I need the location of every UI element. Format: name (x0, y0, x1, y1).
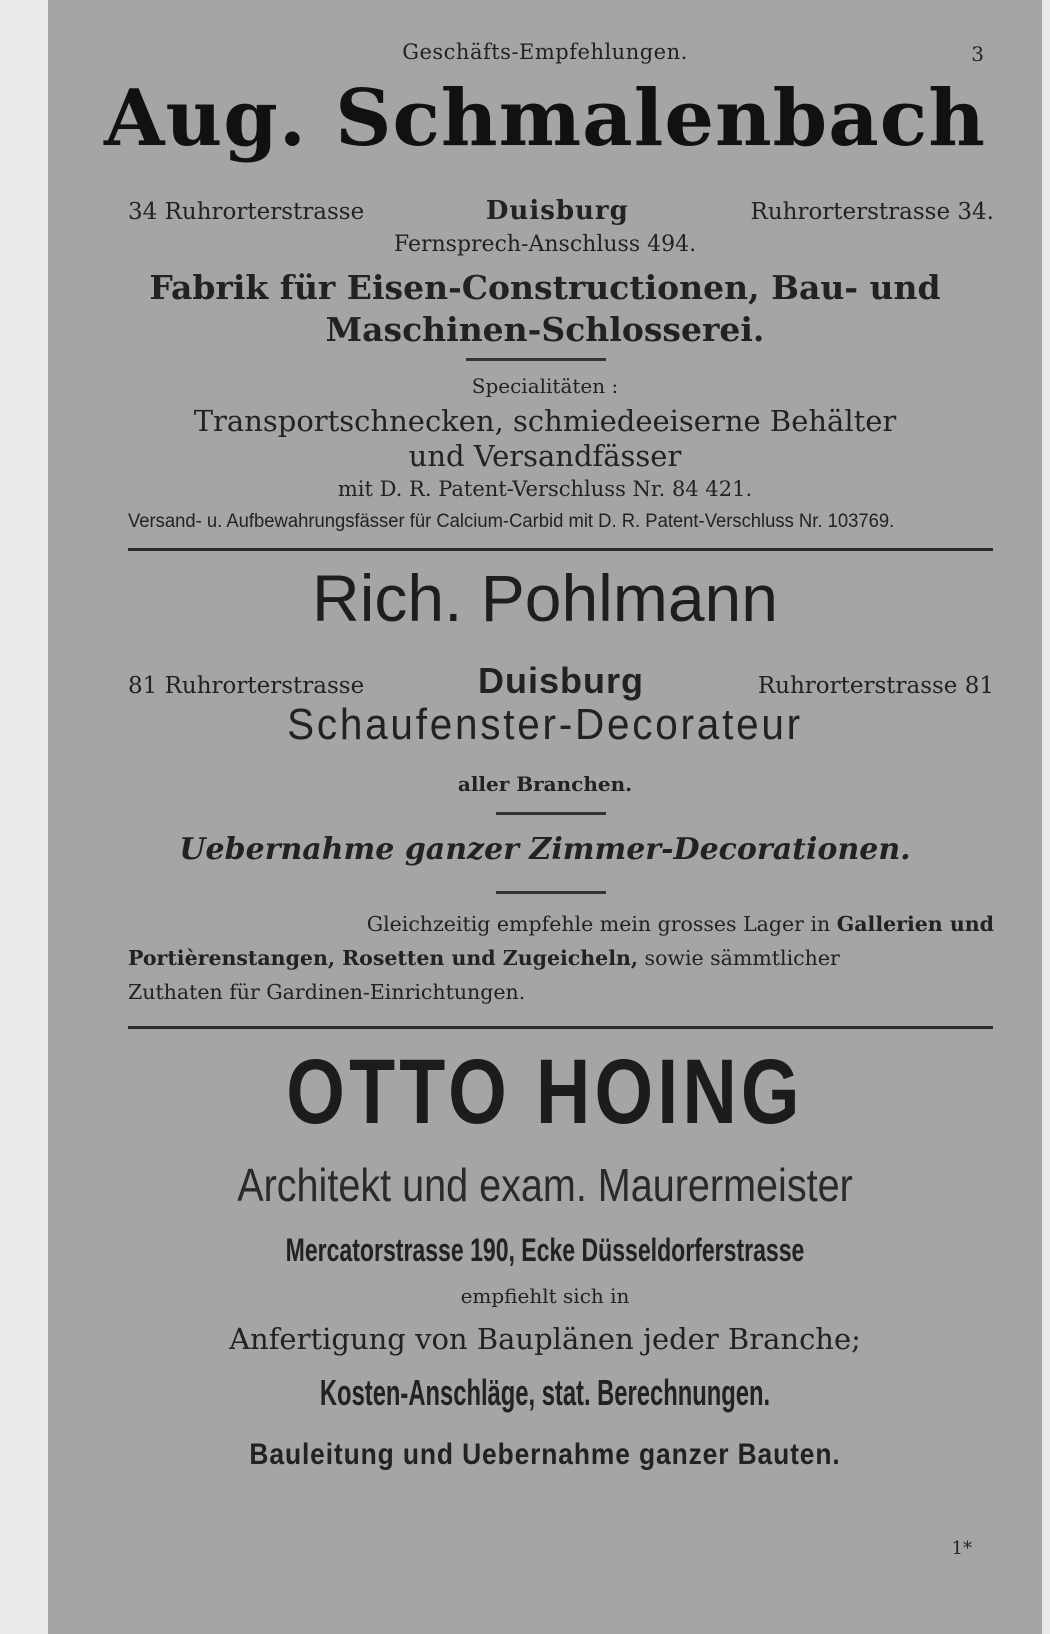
ad2-script-line: Uebernahme ganzer Zimmer-Decorationen. (179, 832, 911, 867)
ad3-service3: Bauleitung und Uebernahme ganzer Bauten. (249, 1438, 841, 1471)
ad3-profession: Architekt und exam. Maurermeister (237, 1159, 853, 1211)
ad2-para-line2-end: sowie sämmtlicher (638, 946, 840, 970)
ad1-city: Duisburg (485, 196, 629, 226)
ad2-para-line1-bold: Gallerien und (836, 912, 994, 936)
ad2-paragraph-line1 (128, 912, 994, 936)
ad1-business-line1: Fabrik für Eisen-Constructionen, Bau- und (149, 268, 941, 307)
ad3-recommend: empfiehlt sich in (460, 1284, 630, 1308)
ad2-company-name: Rich. Pohlmann (312, 561, 778, 635)
ad2-profession: Schaufenster-Decorateur (287, 700, 803, 749)
ad3-company-name: OTTO HOING (286, 1041, 804, 1143)
document-page (48, 0, 1042, 1634)
section-title: Geschäfts-Empfehlungen. (402, 40, 688, 64)
ad2-city: Duisburg (478, 660, 644, 701)
ad2-short-rule-1 (496, 812, 606, 815)
ad1-specialties-label: Specialitäten : (471, 374, 619, 398)
ad1-address-row (128, 196, 994, 226)
ad3-service1: Anfertigung von Bauplänen jeder Branche; (229, 1322, 861, 1356)
ad1-specialties-line1: Transportschnecken, schmiedeeiserne Behälter (193, 404, 897, 438)
ad3-address: Mercatorstrasse 190, Ecke Düsseldorferstrasse (285, 1232, 805, 1268)
ad2-paragraph-line2 (128, 946, 994, 970)
ad2-paragraph-line3: Zuthaten für Gardinen-Einrichtungen. (128, 980, 526, 1004)
ad1-address-left: 34 Ruhrorterstrasse (128, 199, 365, 225)
ad1-carbid-line: Versand- u. Aufbewahrungsfässer für Calcium-Carbid mit D. R. Patent-Verschluss Nr. 103769. (128, 511, 895, 532)
page-number: 3 (971, 42, 984, 66)
ad2-address-left: 81 Ruhrorterstrasse (128, 673, 365, 699)
ad1-phone: Fernsprech-Anschluss 494. (393, 232, 697, 257)
ad1-patent-line: mit D. R. Patent-Verschluss Nr. 84 421. (337, 477, 753, 501)
signature-mark: 1* (951, 1538, 972, 1559)
ad3-service2: Kosten-Anschläge, stat. Berechnungen. (319, 1372, 771, 1413)
ad2-short-rule-2 (496, 891, 606, 894)
ad1-company-name: Aug. Schmalenbach (104, 73, 986, 164)
ad2-para-line1-start: Gleichzeitig empfehle mein grosses Lager in (366, 912, 837, 936)
ad1-business-line2: Maschinen-Schlosserei. (325, 310, 765, 349)
ad2-branches: aller Branchen. (457, 772, 633, 796)
ad2-address-row (128, 660, 994, 702)
divider-2 (128, 1026, 993, 1029)
ad1-short-rule (466, 358, 606, 361)
divider-1 (128, 548, 993, 551)
ad2-address-right: Ruhrorterstrasse 81 (757, 673, 994, 699)
ad1-specialties-line2: und Versandfässer (408, 439, 682, 473)
ad2-para-line2-bold: Portièrenstangen, Rosetten und Zugeicheln, (128, 946, 639, 970)
ad1-address-right: Ruhrorterstrasse 34. (750, 199, 994, 225)
